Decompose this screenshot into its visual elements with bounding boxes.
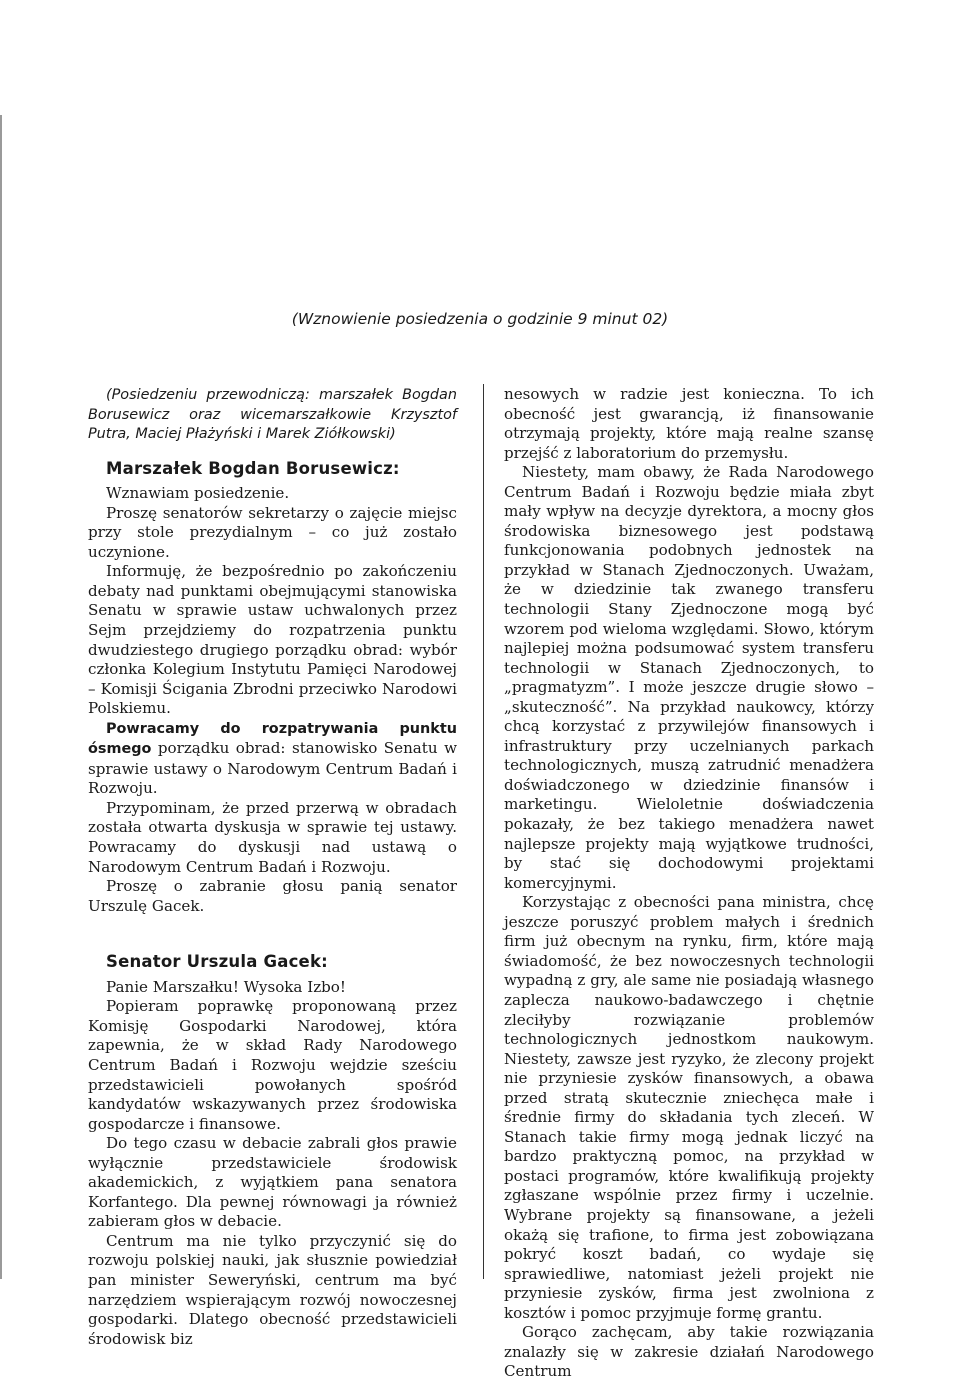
paragraph: Niestety, mam obawy, że Rada Narodowego Centrum Badań i Rozwoju będzie miała zbyt mały wpływ na decyzje dyrektora, a mocny głos środowiska biznesowego jest podstawą funkcjonowania podobnych jednostek na przykład w Stanach Zjednoczonych. Uważam, że w dziedzinie tak zwanego transferu technologii Stany Zjednoczone mogą być wzorem pod wieloma względami. Słowo, którym najlepiej można podsumować system transferu technologii w Stanach Zjednoczonych, to „pragmatyzm”. I może jeszcze drugie słowo – „skuteczność”. Na przykład naukowcy, którzy chcą korzystać z przywilejów finansowych i infrastruktury przy uczelnianych parkach technologicznych, muszą zatrudnić menadżera doświadczonego w dziedzinie finansów i marketingu. Wieloletnie doświadczenia pokazały, że bez takiego menadżera nawet najlepsze projekty mają wyjątkowe trudności, by stać się dochodowymi projektami komercyjnymi. [504, 463, 874, 892]
left-column [88, 386, 457, 1348]
paragraph: Informuję, że bezpośrednio po zakończeniu debaty nad punktami obejmującymi stanowiska Senatu w sprawie ustaw uchwalonych przez Sejm przejdziemy do rozpatrzenia punktu dwudziestego drugiego porządku obrad: wybór członka Kolegium Instytutu Pamięci Narodowej – Komisji Ścigania Zbrodni przeciwko Narodowi Polskiemu. [88, 562, 457, 718]
speaker-heading-gacek: Senator Urszula Gacek: [106, 952, 328, 972]
paragraph [88, 719, 457, 799]
speaker-heading-borusewicz: Marszałek Bogdan Borusewicz: [106, 458, 400, 478]
right-column [504, 385, 874, 1381]
bold-phrase: Powracamy do rozpatrywania punktu ósmego [88, 720, 457, 758]
paragraph: Proszę o zabranie głosu panią senator Urszulę Gacek. [88, 877, 457, 915]
paragraph: Korzystając z obecności pana ministra, chcę jeszcze poruszyć problem małych i średnich firm już obecnym na rynku, firm, które mają świadomość, że bez nowoczesnych technologii wypadną z gry, ale same nie posiadają własnego zaplecza naukowo-badawczego i chętnie zleciłyby rozwiązanie problemów technologicznych jednostkom naukowym. Niestety, zawsze jest ryzyko, że zlecony projekt nie przyniesie zysków finansowych, a obawa przed stratą skutecznie zniechęca małe i średnie firmy do składania tych zleceń. W Stanach takie firmy mogą jednak liczyć na bardzo praktyczną pomoc, na przykład w postaci programów, które kwalifikują projekty zgłaszane wspólnie przez firmy i uczelnie. Wybrane projekty są finansowane, a jeżeli okażą się trafione, to firma jest zobowiązana pokryć koszt badań, co wydaje się sprawiedliwe, natomiast jeżeli projekt nie przyniesie zysków, firma jest zwolniona z kosztów i pomoc przyjmuje formę grantu. [504, 893, 874, 1322]
paragraph: Wznawiam posiedzenie. [106, 484, 290, 503]
paragraph: Proszę senatorów sekretarzy o zajęcie miejsc przy stole prezydialnym – co już zostało uczynione. [88, 503, 457, 561]
paragraph: Panie Marszałku! Wysoka Izbo! [106, 977, 346, 996]
page-margin-line [0, 115, 2, 1279]
paragraph: Centrum ma nie tylko przyczynić się do rozwoju polskiej nauki, jak słusznie powiedział pan minister Seweryński, centrum ma być narzędziem wspierającym rozwój nowoczesnej gospodarki. Dlatego obecność przedstawicieli środowisk biz [88, 1231, 457, 1348]
paragraph: Do tego czasu w debacie zabrali głos prawie wyłącznie przedstawiciele środowisk akademickich, z wyjątkiem pana senatora Korfantego. Dla pewnej równowagi ja również zabieram głos w debacie. [88, 1134, 457, 1231]
paragraph: Gorąco zachęcam, aby takie rozwiązania znalazły się w zakresie działań Narodowego Centrum [504, 1323, 874, 1381]
paragraph-continued: nesowych w radzie jest konieczna. To ich obecność jest gwarancją, iż finansowanie otrzymają projekty, które mają realne szansę przejść z laboratorium do przemysłu. [504, 385, 874, 462]
paragraph: Popieram poprawkę proponowaną przez Komisję Gospodarki Narodowej, która zapewnia, że w skład Rady Narodowego Centrum Badań i Rozwoju wejdzie sześciu przedstawicieli powołanych spośród kandydatów wskazywanych przez środowiska gospodarcze i finansowe. [88, 997, 457, 1133]
paragraph-rest: porządku obrad: stanowisko Senatu w sprawie ustawy o Narodowym Centrum Badań i Rozwoju. [88, 739, 457, 798]
paragraph: Przypominam, że przed przerwą w obradach została otwarta dyskusja w sprawie tej ustawy. Powracamy do dyskusji nad ustawą o Narodowym Centrum Badań i Rozwoju. [88, 798, 457, 876]
chair-note: (Posiedzeniu przewodniczą: marszałek Bogdan Borusewicz oraz wicemarszałkowie Krzysztof Putra, Maciej Płażyński i Marek Ziółkowski) [88, 387, 457, 443]
resumption-note: (Wznowienie posiedzenia o godzinie 9 minut 02) [291, 310, 669, 328]
column-divider [483, 384, 484, 1279]
